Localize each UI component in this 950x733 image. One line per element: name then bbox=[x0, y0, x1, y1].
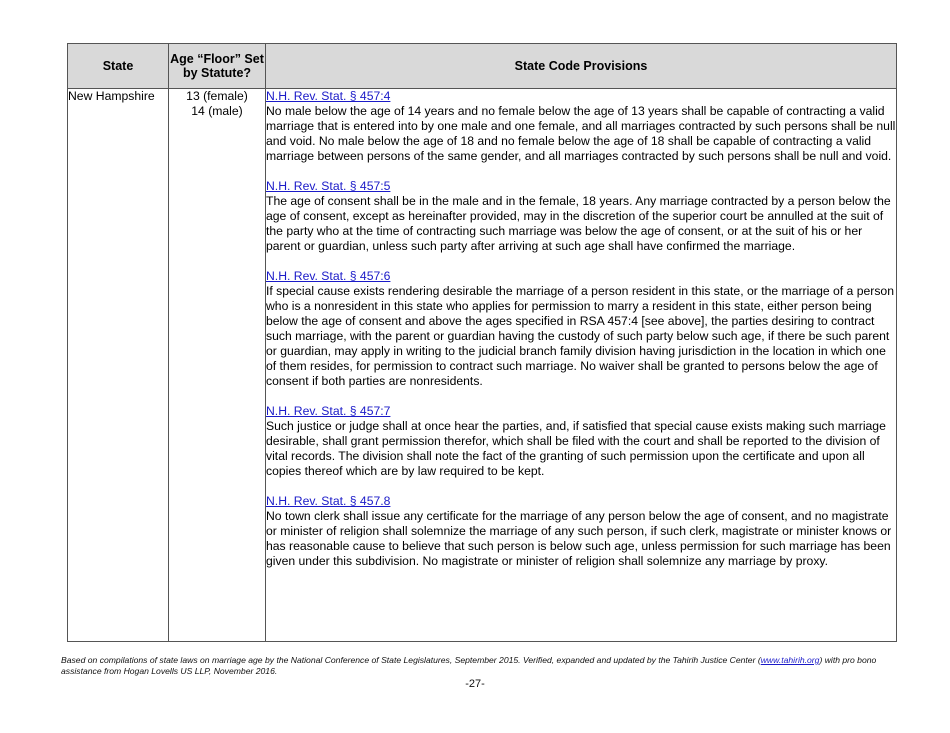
age-floor-female: 13 (female) bbox=[186, 89, 248, 103]
citation-link[interactable]: N.H. Rev. Stat. § 457:4 bbox=[266, 89, 391, 103]
table-row bbox=[68, 89, 897, 642]
provision-text: If special cause exists rendering desirable the marriage of a person resident in this state, or the marriage of a person who is a nonresident in this state who applies for permission to marry a resident in this state, either person being below the age of consent and above the ages specified in RSA 457:4 [see above], the parties desiring to contract such marriage, with the parent or guardian having the custody of such party below such age, if there be such parent or guardian, may apply in writing to the judicial branch family division having jurisdiction in the location in which one of them resides, for permission to contract such marriage. No waiver shall be granted to persons below the age of consent if both parties are nonresidents. bbox=[266, 284, 894, 388]
table-header-row bbox=[68, 44, 897, 89]
provision-457-6 bbox=[266, 269, 896, 389]
provision-457-8 bbox=[266, 494, 896, 569]
footer-source-note bbox=[61, 655, 891, 676]
marriage-age-table bbox=[67, 43, 897, 642]
provision-text: Such justice or judge shall at once hear the parties, and, if satisfied that special cause exists making such marriage desirable, shall grant permission therefor, which shall be filed with the court and shall be reported to the division of vital records. The division shall note the fact of the granting of such permission upon the certificate and upon all copies thereof which are by law required to be kept. bbox=[266, 419, 886, 478]
state-name: New Hampshire bbox=[68, 89, 155, 103]
header-state: State bbox=[68, 44, 169, 89]
age-floor-cell bbox=[169, 89, 266, 642]
citation-link[interactable]: N.H. Rev. Stat. § 457:7 bbox=[266, 404, 391, 418]
header-age-floor: Age “Floor” Set by Statute? bbox=[169, 44, 266, 89]
citation-link[interactable]: N.H. Rev. Stat. § 457:6 bbox=[266, 269, 391, 283]
age-floor-male: 14 (male) bbox=[191, 104, 243, 118]
state-name-cell bbox=[68, 89, 169, 642]
tahirih-link[interactable]: www.tahirih.org bbox=[760, 655, 820, 665]
provision-text: No male below the age of 14 years and no female below the age of 13 years shall be capable of contracting a valid marriage that is entered into by one male and one female, and all marriages contracted by such persons shall be null and void. No male below the age of 18 and no female below the age of 18 shall be capable of contracting a valid marriage between persons of the same gender, and all marriages contracted by such persons shall be null and void. bbox=[266, 104, 896, 163]
provision-457-5 bbox=[266, 179, 896, 254]
provision-457-7 bbox=[266, 404, 896, 479]
provision-457-4 bbox=[266, 89, 896, 164]
citation-link[interactable]: N.H. Rev. Stat. § 457:5 bbox=[266, 179, 391, 193]
provisions-cell bbox=[266, 89, 897, 642]
citation-link[interactable]: N.H. Rev. Stat. § 457.8 bbox=[266, 494, 391, 508]
provision-text: No town clerk shall issue any certificate for the marriage of any person below the age of consent, and no magistrate or minister of religion shall solemnize the marriage of any such person, if such clerk, magistrate or minister knows or has reasonable cause to believe that such person is below such age, unless permission for such marriage has been given under this subdivision. No magistrate or minister of religion shall solemnize any marriage by proxy. bbox=[266, 509, 892, 568]
footer-note-end: ) with pro bono assistance from Hogan Lovells US LLP, November 2016. bbox=[61, 655, 877, 676]
provision-text: The age of consent shall be in the male and in the female, 18 years. Any marriage contracted by a person below the age of consent, except as hereinafter provided, may in the discretion of the superior court be annulled at the suit of the party who at the time of contracting such marriage was below the age of consent, or at the suit of his or her parent or guardian, unless such party after arriving at such age shall have confirmed the marriage. bbox=[266, 194, 891, 253]
page-number: -27- bbox=[465, 678, 485, 690]
footer-note-start: Based on compilations of state laws on marriage age by the National Conference of State Legislatures, September 2015. Verified, expanded and updated by the Tahirih Justice Center ( bbox=[61, 655, 761, 665]
header-state-code-provisions: State Code Provisions bbox=[266, 44, 897, 89]
